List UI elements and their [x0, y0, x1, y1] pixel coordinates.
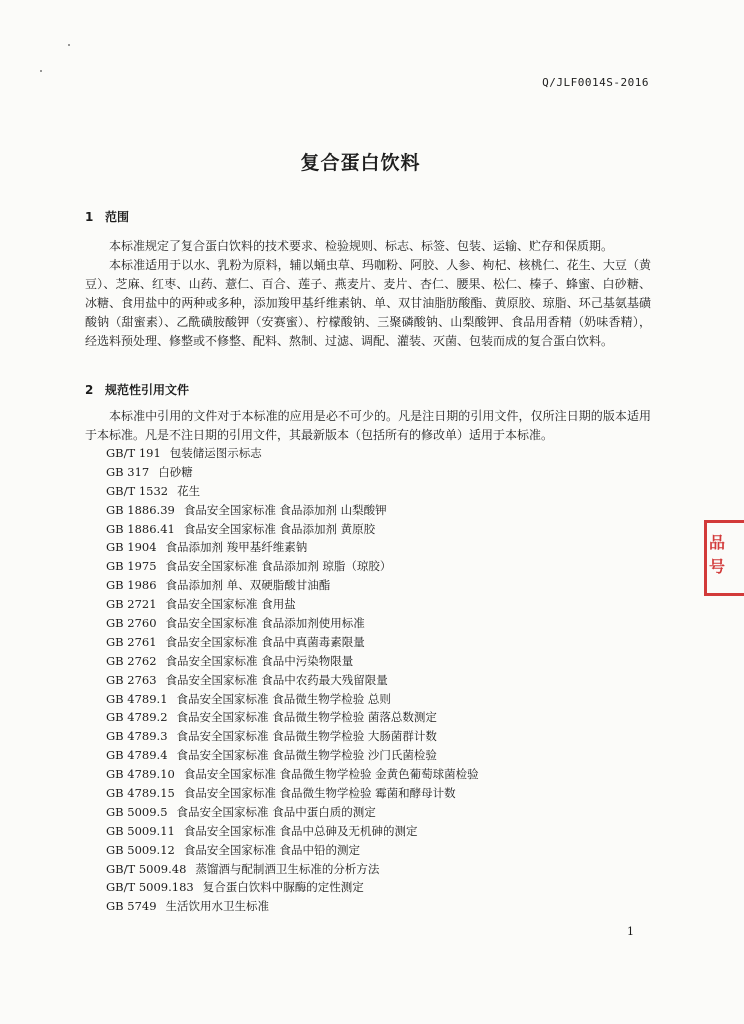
section-number: 1 — [85, 210, 94, 224]
reference-title: 食品安全国家标准 食用盐 — [165, 597, 296, 612]
reference-item — [106, 633, 479, 652]
reference-code: GB 2721 — [106, 597, 157, 612]
reference-item — [106, 576, 479, 595]
reference-code: GB 4789.10 — [106, 767, 175, 782]
reference-code: GB 5009.5 — [106, 804, 168, 819]
reference-item — [106, 746, 479, 765]
reference-item — [106, 595, 479, 614]
reference-code: GB 2763 — [106, 672, 157, 687]
document-title: 复合蛋白饮料 — [300, 152, 421, 174]
page-number: 1 — [627, 925, 634, 938]
reference-item — [106, 860, 479, 879]
reference-title: 复合蛋白饮料中脲酶的定性测定 — [202, 880, 364, 895]
reference-item — [106, 803, 479, 822]
reference-code: GB 4789.1 — [106, 691, 168, 706]
scan-speck — [40, 70, 42, 72]
reference-title: 食品安全国家标准 食品微生物学检验 菌落总数测定 — [176, 710, 437, 725]
reference-code: GB 5009.11 — [106, 823, 175, 838]
reference-item — [106, 444, 479, 463]
reference-title: 白砂糖 — [158, 464, 193, 479]
reference-code: GB 5749 — [106, 899, 157, 914]
references-paragraph: 本标准中引用的文件对于本标准的应用是必不可少的。凡是注日期的引用文件，仅所注日期的版本适用于本标准。凡是不注日期的引用文件，其最新版本（包括所有的修改单）适用于本标准。 — [85, 409, 651, 442]
reference-item — [106, 690, 479, 709]
reference-item — [106, 482, 479, 501]
reference-item — [106, 557, 479, 576]
section-number: 2 — [85, 383, 94, 397]
reference-code: GB 2760 — [106, 616, 157, 631]
section-title: 规范性引用文件 — [105, 383, 190, 397]
reference-code: GB 1986 — [106, 578, 157, 593]
reference-code: GB/T 5009.48 — [106, 861, 187, 876]
reference-title: 食品安全国家标准 食品中污染物限量 — [165, 653, 354, 668]
reference-code: GB 4789.2 — [106, 710, 168, 725]
reference-title: 花生 — [177, 483, 201, 498]
reference-code: GB 4789.15 — [106, 786, 175, 801]
reference-code: GB 317 — [106, 464, 150, 479]
reference-item — [106, 652, 479, 671]
reference-title: 食品安全国家标准 食品微生物学检验 金黄色葡萄球菌检验 — [183, 767, 479, 782]
reference-title: 食品安全国家标准 食品添加剂 琼脂（琼胶） — [165, 559, 392, 574]
reference-item — [106, 671, 479, 690]
reference-code: GB 2762 — [106, 653, 157, 668]
reference-title: 食品安全国家标准 食品添加剂 黄原胶 — [183, 521, 376, 536]
reference-title: 食品安全国家标准 食品添加剂 山梨酸钾 — [183, 502, 387, 517]
reference-item — [106, 878, 479, 897]
reference-item — [106, 501, 479, 520]
red-seal-stamp — [704, 520, 744, 596]
reference-code: GB 1886.39 — [106, 502, 175, 517]
reference-item — [106, 897, 479, 916]
reference-code: GB 1904 — [106, 540, 157, 555]
reference-item — [106, 765, 479, 784]
section-2-heading — [85, 381, 189, 398]
reference-code: GB 1886.41 — [106, 521, 175, 536]
reference-item — [106, 708, 479, 727]
reference-code: GB/T 191 — [106, 446, 161, 460]
reference-code: GB 4789.3 — [106, 729, 168, 744]
scope-paragraph-1: 本标准规定了复合蛋白饮料的技术要求、检验规则、标志、标签、包装、运输、贮存和保质期。 — [109, 239, 614, 253]
reference-item — [106, 614, 479, 633]
reference-list — [106, 444, 479, 916]
reference-item — [106, 784, 479, 803]
scan-speck — [68, 44, 70, 46]
reference-title: 生活饮用水卫生标准 — [165, 899, 270, 914]
section-title: 范围 — [105, 210, 130, 224]
document-code: Q/JLF0014S-2016 — [542, 76, 649, 89]
reference-item — [106, 538, 479, 557]
reference-code: GB 4789.4 — [106, 748, 168, 763]
reference-item — [106, 841, 479, 860]
reference-item — [106, 822, 479, 841]
reference-code: GB 5009.12 — [106, 842, 175, 857]
reference-title: 蒸馏酒与配制酒卫生标准的分析方法 — [195, 861, 380, 876]
reference-code: GB/T 5009.183 — [106, 880, 194, 895]
reference-title: 食品添加剂 羧甲基纤维素钠 — [165, 540, 308, 555]
reference-title: 食品安全国家标准 食品中总砷及无机砷的测定 — [183, 823, 418, 838]
reference-title: 食品添加剂 单、双硬脂酸甘油酯 — [165, 578, 331, 593]
reference-title: 食品安全国家标准 食品中铅的测定 — [183, 842, 361, 857]
scope-paragraph-2: 本标准适用于以水、乳粉为原料，辅以蛹虫草、玛咖粉、阿胶、人参、枸杞、核桃仁、花生、大豆（黄豆）、芝麻、红枣、山药、薏仁、百合、莲子、燕麦片、麦片、杏仁、腰果、松仁、榛子、蜂蜜、白砂糖、冰糖、食用盐中的两种或多种，添加羧甲基纤维素钠、单、双甘油脂肪酸酯、黄原胶、琼脂、环己基氨基磺酸钠（甜蜜素）、乙酰磺胺酸钾（安赛蜜）、柠檬酸钠、三聚磷酸钠、山梨酸钾、食品用香精（奶味香精），经选料预处理、修整或不修整、配料、熬制、过滤、调配、灌装、灭菌、包装而成的复合蛋白饮料。 — [85, 258, 651, 348]
reference-title: 食品安全国家标准 食品微生物学检验 沙门氏菌检验 — [176, 748, 437, 763]
reference-title: 食品安全国家标准 食品中农药最大残留限量 — [165, 672, 388, 687]
stamp-text-line: 号 — [709, 557, 726, 576]
reference-title: 食品安全国家标准 食品微生物学检验 大肠菌群计数 — [176, 729, 437, 744]
reference-title: 食品安全国家标准 食品微生物学检验 总则 — [176, 691, 391, 706]
reference-code: GB/T 1532 — [106, 483, 169, 498]
reference-title: 食品安全国家标准 食品添加剂使用标准 — [165, 616, 365, 631]
reference-title: 食品安全国家标准 食品中蛋白质的测定 — [176, 804, 376, 819]
reference-item — [106, 727, 479, 746]
reference-title: 包装储运图示标志 — [169, 446, 262, 460]
section-1-heading — [85, 208, 129, 225]
reference-item — [106, 463, 479, 482]
reference-code: GB 2761 — [106, 634, 157, 649]
reference-title: 食品安全国家标准 食品中真菌毒素限量 — [165, 634, 365, 649]
stamp-text-line: 品 — [709, 533, 726, 552]
reference-item — [106, 520, 479, 539]
reference-title: 食品安全国家标准 食品微生物学检验 霉菌和酵母计数 — [183, 786, 456, 801]
reference-code: GB 1975 — [106, 559, 157, 574]
